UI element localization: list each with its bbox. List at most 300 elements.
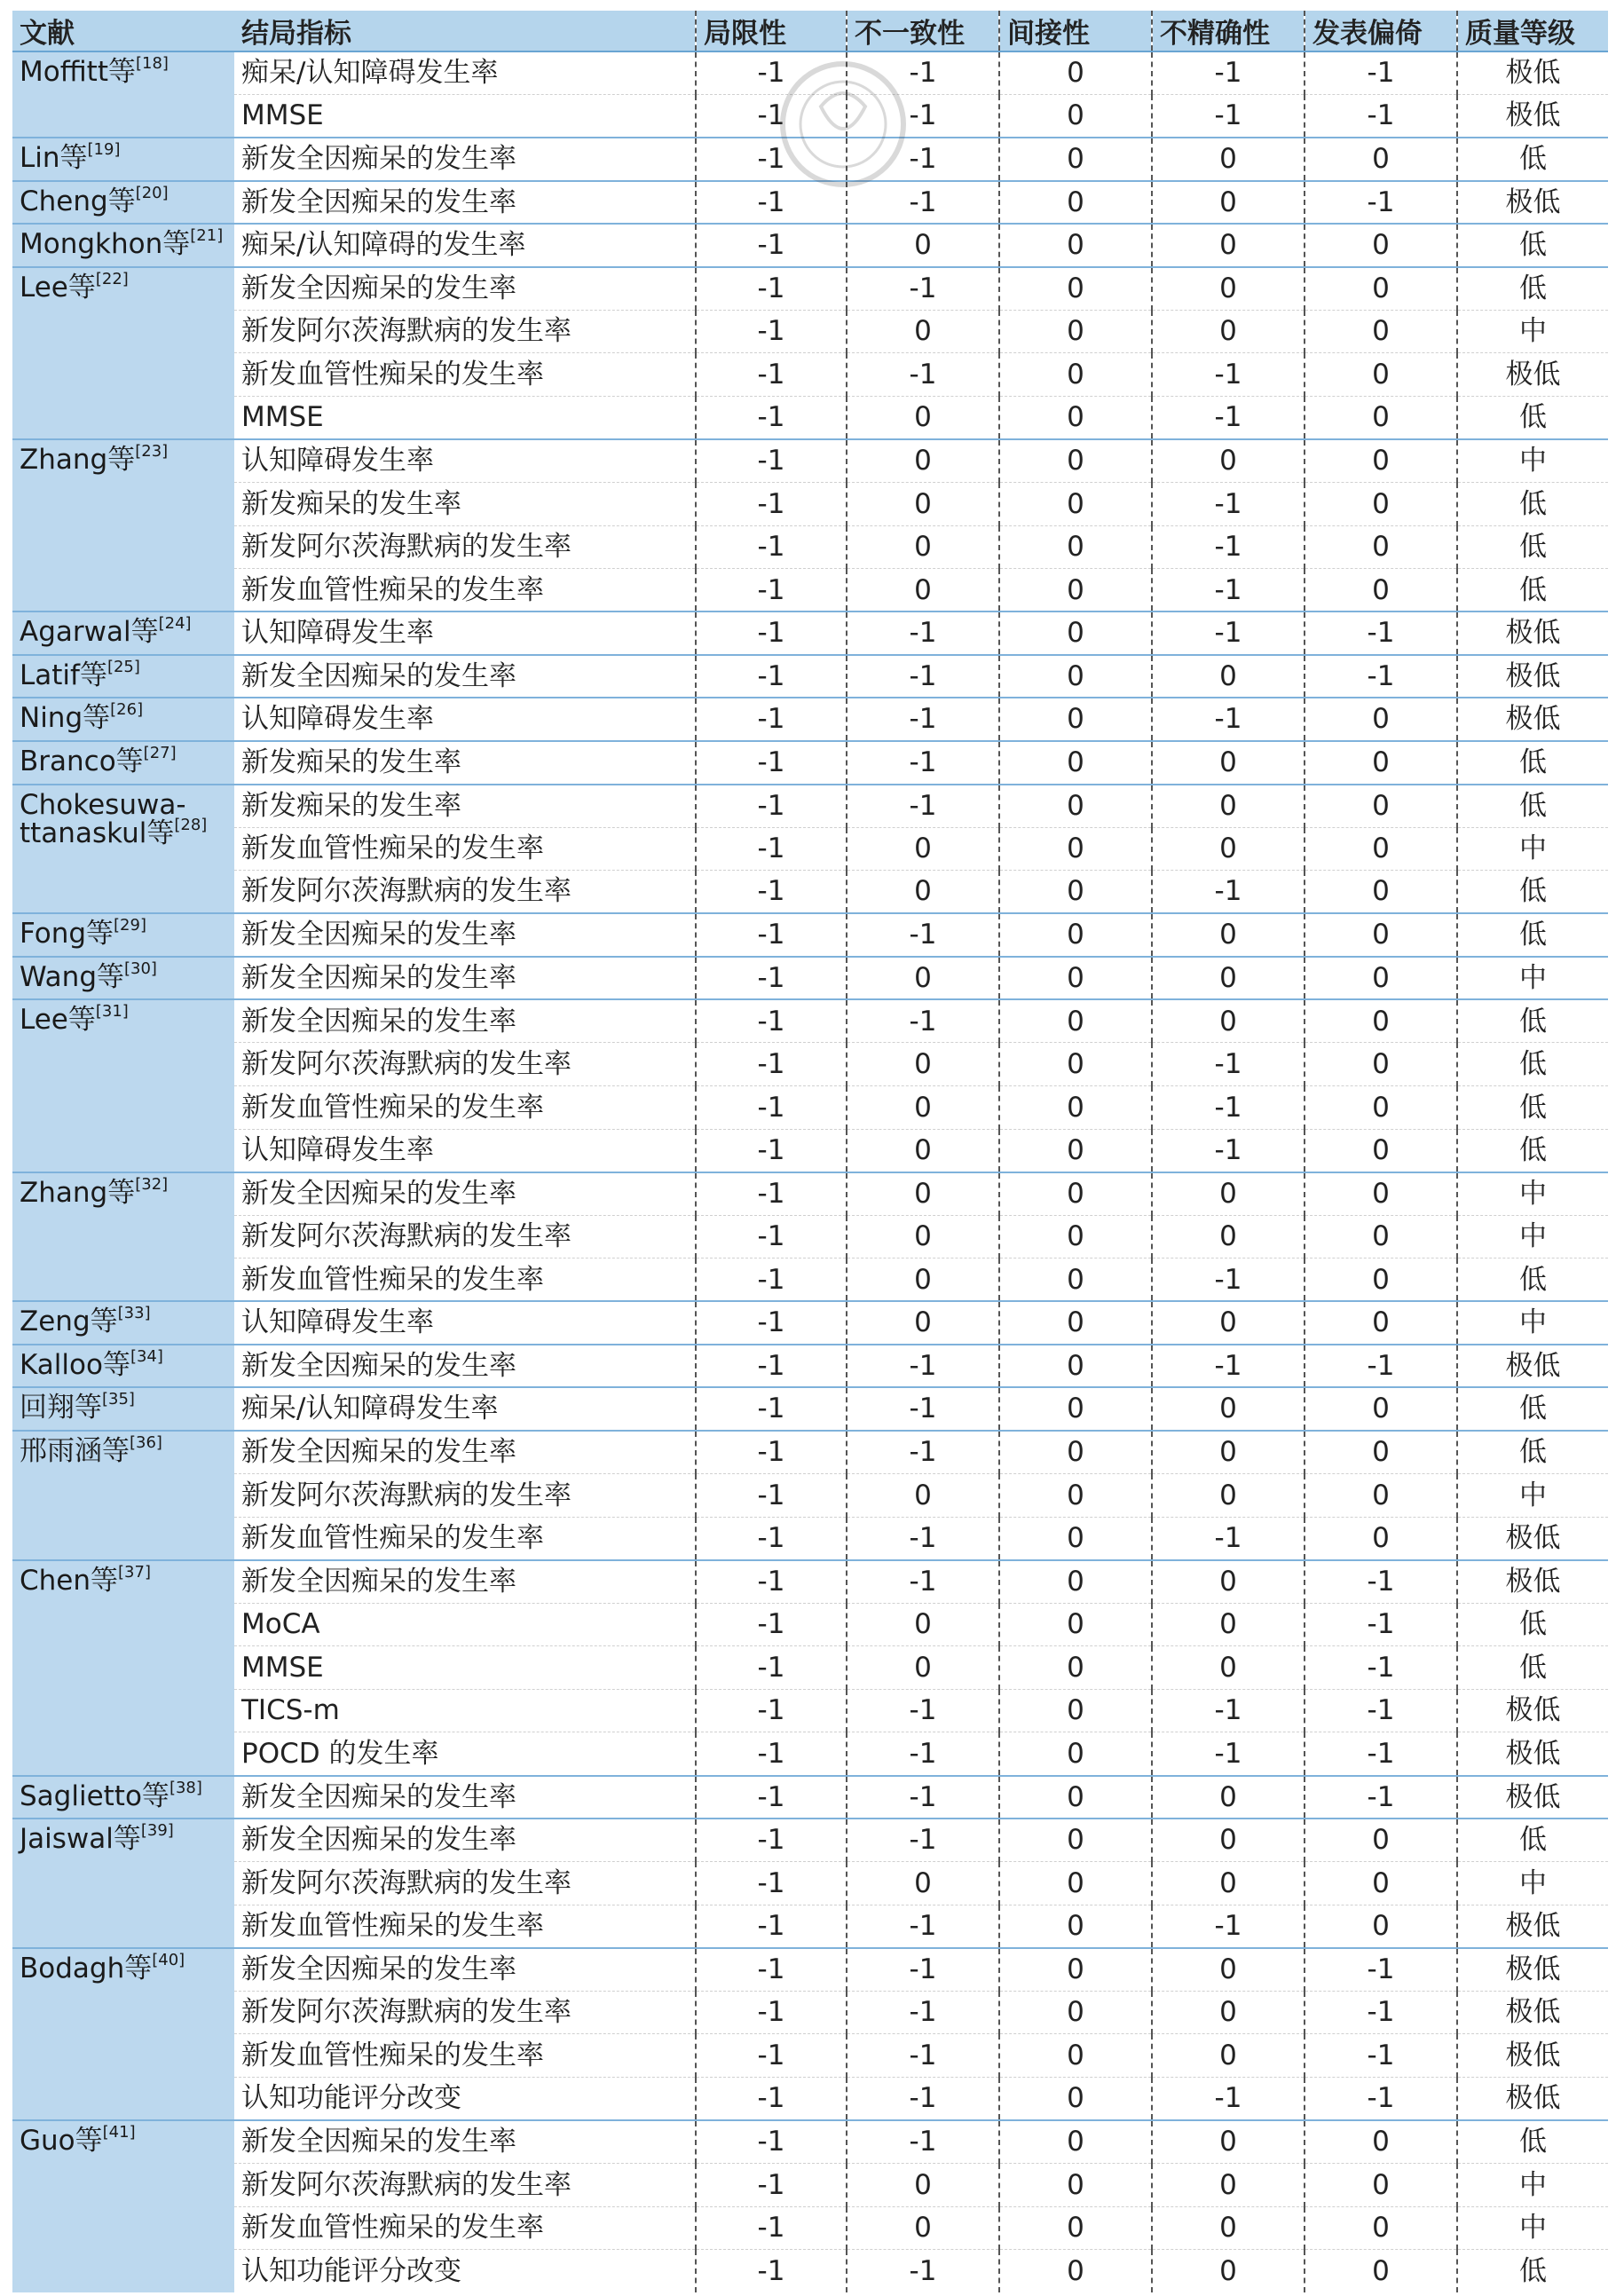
inconsistency-cell: -1 (847, 51, 999, 95)
indirectness-cell: 0 (999, 397, 1152, 440)
study-name: 回翔等 (20, 1392, 102, 1424)
inconsistency-cell: -1 (847, 698, 999, 741)
indirectness-cell: 0 (999, 439, 1152, 483)
indirectness-cell: 0 (999, 1431, 1152, 1474)
study-reference: [38] (169, 1778, 202, 1797)
outcome-cell: 新发全因痴呆的发生率 (234, 2120, 696, 2164)
limitation-cell: -1 (696, 957, 847, 1000)
limitation-cell: -1 (696, 1689, 847, 1732)
quality-grade-cell: 极低 (1457, 2034, 1608, 2078)
limitation-cell: -1 (696, 224, 847, 267)
table-row (12, 1431, 1608, 1474)
publication-bias-cell: 0 (1305, 267, 1457, 311)
table-row (12, 1689, 1608, 1732)
indirectness-cell: 0 (999, 785, 1152, 828)
quality-grade-cell: 低 (1457, 224, 1608, 267)
quality-grade-cell: 低 (1457, 1819, 1608, 1862)
study-reference: [24] (158, 614, 192, 634)
study-reference: [29] (114, 916, 146, 935)
table-row (12, 957, 1608, 1000)
outcome-cell: 新发全因痴呆的发生率 (234, 1345, 696, 1388)
table-row (12, 1646, 1608, 1690)
outcome-cell: 新发血管性痴呆的发生率 (234, 2206, 696, 2250)
publication-bias-cell: 0 (1305, 397, 1457, 440)
imprecision-cell: 0 (1152, 785, 1305, 828)
table-row (12, 1345, 1608, 1388)
study-name: Wang等 (20, 960, 124, 993)
indirectness-cell: 0 (999, 1819, 1152, 1862)
publication-bias-cell: -1 (1305, 1646, 1457, 1690)
quality-grade-cell: 低 (1457, 1258, 1608, 1302)
indirectness-cell: 0 (999, 741, 1152, 785)
publication-bias-cell: -1 (1305, 95, 1457, 138)
table-row (12, 827, 1608, 871)
table-row (12, 1819, 1608, 1862)
table-row (12, 2077, 1608, 2120)
limitation-cell: -1 (696, 1387, 847, 1431)
inconsistency-cell: -1 (847, 1517, 999, 1560)
publication-bias-cell: -1 (1305, 2034, 1457, 2078)
table-row (12, 1862, 1608, 1905)
inconsistency-cell: 0 (847, 1258, 999, 1302)
quality-grade-cell: 极低 (1457, 611, 1608, 655)
imprecision-cell: -1 (1152, 397, 1305, 440)
outcome-cell: 新发全因痴呆的发生率 (234, 913, 696, 957)
limitation-cell: -1 (696, 1301, 847, 1345)
inconsistency-cell: -1 (847, 1991, 999, 2034)
outcome-cell: 新发痴呆的发生率 (234, 741, 696, 785)
inconsistency-cell: -1 (847, 1387, 999, 1431)
study-name: Lin等 (20, 142, 88, 175)
quality-grade-cell: 极低 (1457, 1689, 1608, 1732)
imprecision-cell: -1 (1152, 2077, 1305, 2120)
table-body (12, 51, 1608, 2292)
inconsistency-cell: 0 (847, 1862, 999, 1905)
limitation-cell: -1 (696, 569, 847, 612)
table-row (12, 1043, 1608, 1086)
publication-bias-cell: 0 (1305, 1387, 1457, 1431)
outcome-cell: 新发阿尔茨海默病的发生率 (234, 2164, 696, 2207)
table-row (12, 483, 1608, 526)
table-row (12, 1905, 1608, 1948)
study-name: Jaiswal等 (20, 1823, 141, 1856)
header-row (12, 11, 1608, 51)
table-row (12, 1948, 1608, 1992)
imprecision-cell: 0 (1152, 310, 1305, 353)
inconsistency-cell: -1 (847, 1345, 999, 1388)
study-reference: [23] (135, 442, 169, 462)
imprecision-cell: -1 (1152, 871, 1305, 914)
publication-bias-cell: -1 (1305, 1603, 1457, 1646)
publication-bias-cell: -1 (1305, 1732, 1457, 1776)
inconsistency-cell: 0 (847, 1215, 999, 1258)
limitation-cell: -1 (696, 1905, 847, 1948)
outcome-cell: 新发血管性痴呆的发生率 (234, 1517, 696, 1560)
table-row (12, 51, 1608, 95)
quality-grade-cell: 极低 (1457, 655, 1608, 698)
imprecision-cell: 0 (1152, 267, 1305, 311)
inconsistency-cell: -1 (847, 138, 999, 181)
quality-grade-cell: 极低 (1457, 698, 1608, 741)
limitation-cell: -1 (696, 1732, 847, 1776)
study-name: Zhang等 (20, 1176, 136, 1209)
study-cell (12, 999, 234, 1172)
outcome-cell: MMSE (234, 1646, 696, 1690)
publication-bias-cell: 0 (1305, 310, 1457, 353)
indirectness-cell: 0 (999, 1560, 1152, 1604)
inconsistency-cell: 0 (847, 1474, 999, 1518)
limitation-cell: -1 (696, 1517, 847, 1560)
outcome-cell: 新发全因痴呆的发生率 (234, 1776, 696, 1819)
indirectness-cell: 0 (999, 1345, 1152, 1388)
quality-grade-cell: 极低 (1457, 1776, 1608, 1819)
quality-grade-cell: 中 (1457, 2206, 1608, 2250)
outcome-cell: TICS-m (234, 1689, 696, 1732)
study-cell (12, 741, 234, 785)
study-cell (12, 1172, 234, 1302)
imprecision-cell: 0 (1152, 741, 1305, 785)
quality-grade-cell: 极低 (1457, 2077, 1608, 2120)
publication-bias-cell: -1 (1305, 1689, 1457, 1732)
inconsistency-cell: -1 (847, 999, 999, 1043)
outcome-cell: 新发血管性痴呆的发生率 (234, 1086, 696, 1130)
limitation-cell: -1 (696, 871, 847, 914)
limitation-cell: -1 (696, 611, 847, 655)
inconsistency-cell: 0 (847, 1043, 999, 1086)
quality-grade-cell: 中 (1457, 439, 1608, 483)
quality-grade-cell: 低 (1457, 999, 1608, 1043)
study-reference: [26] (110, 700, 144, 720)
outcome-cell: 新发全因痴呆的发生率 (234, 1172, 696, 1216)
imprecision-cell: -1 (1152, 569, 1305, 612)
quality-grade-cell: 中 (1457, 310, 1608, 353)
imprecision-cell: -1 (1152, 611, 1305, 655)
quality-grade-cell: 中 (1457, 827, 1608, 871)
indirectness-cell: 0 (999, 353, 1152, 397)
limitation-cell: -1 (696, 1819, 847, 1862)
limitation-cell: -1 (696, 1603, 847, 1646)
quality-grade-cell: 极低 (1457, 353, 1608, 397)
indirectness-cell: 0 (999, 2034, 1152, 2078)
table-row (12, 2120, 1608, 2164)
indirectness-cell: 0 (999, 611, 1152, 655)
imprecision-cell: -1 (1152, 1517, 1305, 1560)
outcome-cell: 新发阿尔茨海默病的发生率 (234, 1215, 696, 1258)
table-row (12, 138, 1608, 181)
publication-bias-cell: 0 (1305, 2250, 1457, 2293)
inconsistency-cell: 0 (847, 397, 999, 440)
imprecision-cell: 0 (1152, 1603, 1305, 1646)
indirectness-cell: 0 (999, 310, 1152, 353)
study-name: Zeng等 (20, 1306, 118, 1338)
indirectness-cell: 0 (999, 1215, 1152, 1258)
study-reference: [28] (174, 816, 208, 835)
table-row (12, 2206, 1608, 2250)
table-row (12, 1776, 1608, 1819)
limitation-cell: -1 (696, 913, 847, 957)
study-cell (12, 785, 234, 914)
inconsistency-cell: 0 (847, 569, 999, 612)
outcome-cell: 认知功能评分改变 (234, 2250, 696, 2293)
limitation-cell: -1 (696, 1560, 847, 1604)
inconsistency-cell: 0 (847, 224, 999, 267)
study-name: Latif等 (20, 659, 107, 691)
publication-bias-cell: 0 (1305, 1043, 1457, 1086)
outcome-cell: 新发血管性痴呆的发生率 (234, 1905, 696, 1948)
inconsistency-cell: -1 (847, 741, 999, 785)
publication-bias-cell: 0 (1305, 2206, 1457, 2250)
study-reference: [19] (87, 140, 121, 160)
study-cell (12, 1431, 234, 1560)
quality-grade-cell: 低 (1457, 913, 1608, 957)
header-outcome: 结局指标 (234, 11, 696, 51)
study-cell (12, 439, 234, 611)
study-name: Bodagh等 (20, 1952, 153, 1984)
table-row (12, 2250, 1608, 2293)
study-reference: [40] (152, 1950, 185, 1969)
limitation-cell: -1 (696, 181, 847, 225)
inconsistency-cell: 0 (847, 439, 999, 483)
outcome-cell: 新发阿尔茨海默病的发生率 (234, 1043, 696, 1086)
table-row (12, 397, 1608, 440)
publication-bias-cell: -1 (1305, 1991, 1457, 2034)
quality-grade-cell: 极低 (1457, 51, 1608, 95)
outcome-cell: 新发全因痴呆的发生率 (234, 957, 696, 1000)
imprecision-cell: -1 (1152, 483, 1305, 526)
imprecision-cell: -1 (1152, 1086, 1305, 1130)
publication-bias-cell: -1 (1305, 611, 1457, 655)
indirectness-cell: 0 (999, 1387, 1152, 1431)
table-row (12, 1258, 1608, 1302)
publication-bias-cell: 0 (1305, 999, 1457, 1043)
study-reference: [35] (102, 1390, 135, 1409)
indirectness-cell: 0 (999, 1689, 1152, 1732)
publication-bias-cell: 0 (1305, 957, 1457, 1000)
indirectness-cell: 0 (999, 1258, 1152, 1302)
publication-bias-cell: 0 (1305, 698, 1457, 741)
study-reference: [33] (117, 1304, 151, 1323)
indirectness-cell: 0 (999, 1732, 1152, 1776)
table-row (12, 871, 1608, 914)
table-row (12, 1301, 1608, 1345)
outcome-cell: 认知障碍发生率 (234, 611, 696, 655)
table-row (12, 1517, 1608, 1560)
limitation-cell: -1 (696, 353, 847, 397)
limitation-cell: -1 (696, 1345, 847, 1388)
quality-grade-cell: 低 (1457, 1086, 1608, 1130)
publication-bias-cell: 0 (1305, 439, 1457, 483)
outcome-cell: MMSE (234, 95, 696, 138)
inconsistency-cell: -1 (847, 655, 999, 698)
quality-grade-cell: 中 (1457, 1215, 1608, 1258)
indirectness-cell: 0 (999, 1646, 1152, 1690)
outcome-cell: 认知障碍发生率 (234, 1129, 696, 1172)
limitation-cell: -1 (696, 1646, 847, 1690)
table-row (12, 1474, 1608, 1518)
indirectness-cell: 0 (999, 1517, 1152, 1560)
quality-grade-cell: 极低 (1457, 1905, 1608, 1948)
outcome-cell: 新发全因痴呆的发生率 (234, 1819, 696, 1862)
inconsistency-cell: 0 (847, 525, 999, 569)
limitation-cell: -1 (696, 785, 847, 828)
outcome-cell: 认知障碍发生率 (234, 1301, 696, 1345)
quality-grade-cell: 极低 (1457, 1732, 1608, 1776)
study-cell (12, 1301, 234, 1345)
study-reference: [20] (135, 183, 169, 202)
quality-grade-cell: 极低 (1457, 1948, 1608, 1992)
imprecision-cell: -1 (1152, 353, 1305, 397)
imprecision-cell: 0 (1152, 1646, 1305, 1690)
imprecision-cell: 0 (1152, 224, 1305, 267)
outcome-cell: 新发阿尔茨海默病的发生率 (234, 871, 696, 914)
study-reference: [39] (140, 1821, 174, 1841)
header-publication-bias: 发表偏倚 (1305, 11, 1457, 51)
imprecision-cell: 0 (1152, 957, 1305, 1000)
imprecision-cell: 0 (1152, 1991, 1305, 2034)
indirectness-cell: 0 (999, 999, 1152, 1043)
table-row (12, 1215, 1608, 1258)
indirectness-cell: 0 (999, 2120, 1152, 2164)
imprecision-cell: 0 (1152, 1819, 1305, 1862)
inconsistency-cell: -1 (847, 2077, 999, 2120)
quality-grade-cell: 低 (1457, 483, 1608, 526)
outcome-cell: 痴呆/认知障碍发生率 (234, 51, 696, 95)
imprecision-cell: -1 (1152, 1905, 1305, 1948)
publication-bias-cell: 0 (1305, 525, 1457, 569)
study-cell (12, 1819, 234, 1948)
limitation-cell: -1 (696, 655, 847, 698)
limitation-cell: -1 (696, 138, 847, 181)
inconsistency-cell: 0 (847, 2164, 999, 2207)
publication-bias-cell: -1 (1305, 181, 1457, 225)
publication-bias-cell: 0 (1305, 1301, 1457, 1345)
outcome-cell: 新发全因痴呆的发生率 (234, 267, 696, 311)
publication-bias-cell: 0 (1305, 1905, 1457, 1948)
inconsistency-cell: 0 (847, 1129, 999, 1172)
study-name: Zhang等 (20, 444, 136, 477)
outcome-cell: 新发血管性痴呆的发生率 (234, 353, 696, 397)
imprecision-cell: 0 (1152, 1172, 1305, 1216)
outcome-cell: POCD 的发生率 (234, 1732, 696, 1776)
quality-grade-cell: 低 (1457, 138, 1608, 181)
table-row (12, 2164, 1608, 2207)
inconsistency-cell: -1 (847, 353, 999, 397)
limitation-cell: -1 (696, 95, 847, 138)
inconsistency-cell: 0 (847, 1646, 999, 1690)
publication-bias-cell: 0 (1305, 1819, 1457, 1862)
indirectness-cell: 0 (999, 267, 1152, 311)
study-name: Guo等 (20, 2125, 103, 2157)
table-row (12, 913, 1608, 957)
limitation-cell: -1 (696, 2164, 847, 2207)
publication-bias-cell: -1 (1305, 1776, 1457, 1819)
imprecision-cell: -1 (1152, 1258, 1305, 1302)
inconsistency-cell: -1 (847, 1689, 999, 1732)
outcome-cell: 新发全因痴呆的发生率 (234, 999, 696, 1043)
outcome-cell: 认知障碍发生率 (234, 698, 696, 741)
indirectness-cell: 0 (999, 569, 1152, 612)
inconsistency-cell: -1 (847, 95, 999, 138)
study-name: Agarwal等 (20, 616, 159, 649)
table-row (12, 569, 1608, 612)
outcome-cell: 认知障碍发生率 (234, 439, 696, 483)
publication-bias-cell: 0 (1305, 138, 1457, 181)
limitation-cell: -1 (696, 1776, 847, 1819)
study-reference: [36] (130, 1433, 162, 1452)
imprecision-cell: 0 (1152, 827, 1305, 871)
study-name-line: ttanaskul等 (20, 817, 175, 850)
outcome-cell: 新发全因痴呆的发生率 (234, 1431, 696, 1474)
study-cell (12, 267, 234, 439)
limitation-cell: -1 (696, 267, 847, 311)
imprecision-cell: 0 (1152, 1862, 1305, 1905)
outcome-cell: 新发全因痴呆的发生率 (234, 1948, 696, 1992)
imprecision-cell: 0 (1152, 2164, 1305, 2207)
indirectness-cell: 0 (999, 2206, 1152, 2250)
outcome-cell: 认知功能评分改变 (234, 2077, 696, 2120)
imprecision-cell: 0 (1152, 1431, 1305, 1474)
limitation-cell: -1 (696, 2250, 847, 2293)
limitation-cell: -1 (696, 310, 847, 353)
publication-bias-cell: -1 (1305, 655, 1457, 698)
header-limitation: 局限性 (696, 11, 847, 51)
inconsistency-cell: -1 (847, 2120, 999, 2164)
limitation-cell: -1 (696, 999, 847, 1043)
inconsistency-cell: 0 (847, 827, 999, 871)
quality-grade-cell: 低 (1457, 2120, 1608, 2164)
publication-bias-cell: 0 (1305, 1129, 1457, 1172)
grade-evidence-table (12, 11, 1608, 2292)
imprecision-cell: 0 (1152, 655, 1305, 698)
table-row (12, 1387, 1608, 1431)
imprecision-cell: -1 (1152, 1129, 1305, 1172)
publication-bias-cell: 0 (1305, 224, 1457, 267)
outcome-cell: 新发血管性痴呆的发生率 (234, 569, 696, 612)
publication-bias-cell: 0 (1305, 1862, 1457, 1905)
table-row (12, 2034, 1608, 2078)
indirectness-cell: 0 (999, 1301, 1152, 1345)
table-row (12, 1732, 1608, 1776)
imprecision-cell: -1 (1152, 698, 1305, 741)
outcome-cell: 新发阿尔茨海默病的发生率 (234, 1862, 696, 1905)
indirectness-cell: 0 (999, 525, 1152, 569)
imprecision-cell: 0 (1152, 2206, 1305, 2250)
publication-bias-cell: -1 (1305, 2077, 1457, 2120)
study-name: Lee等 (20, 1004, 96, 1037)
outcome-cell: 新发全因痴呆的发生率 (234, 181, 696, 225)
study-cell (12, 224, 234, 267)
indirectness-cell: 0 (999, 483, 1152, 526)
study-reference: [32] (135, 1174, 169, 1194)
table-row (12, 1086, 1608, 1130)
indirectness-cell: 0 (999, 1776, 1152, 1819)
table-row (12, 1603, 1608, 1646)
limitation-cell: -1 (696, 1431, 847, 1474)
inconsistency-cell: -1 (847, 267, 999, 311)
limitation-cell: -1 (696, 2120, 847, 2164)
indirectness-cell: 0 (999, 1603, 1152, 1646)
study-cell (12, 1948, 234, 2120)
indirectness-cell: 0 (999, 2164, 1152, 2207)
imprecision-cell: -1 (1152, 525, 1305, 569)
limitation-cell: -1 (696, 51, 847, 95)
study-name: Kalloo等 (20, 1348, 130, 1381)
table-row (12, 741, 1608, 785)
study-cell (12, 698, 234, 741)
inconsistency-cell: 0 (847, 2206, 999, 2250)
publication-bias-cell: 0 (1305, 1172, 1457, 1216)
imprecision-cell: -1 (1152, 1345, 1305, 1388)
